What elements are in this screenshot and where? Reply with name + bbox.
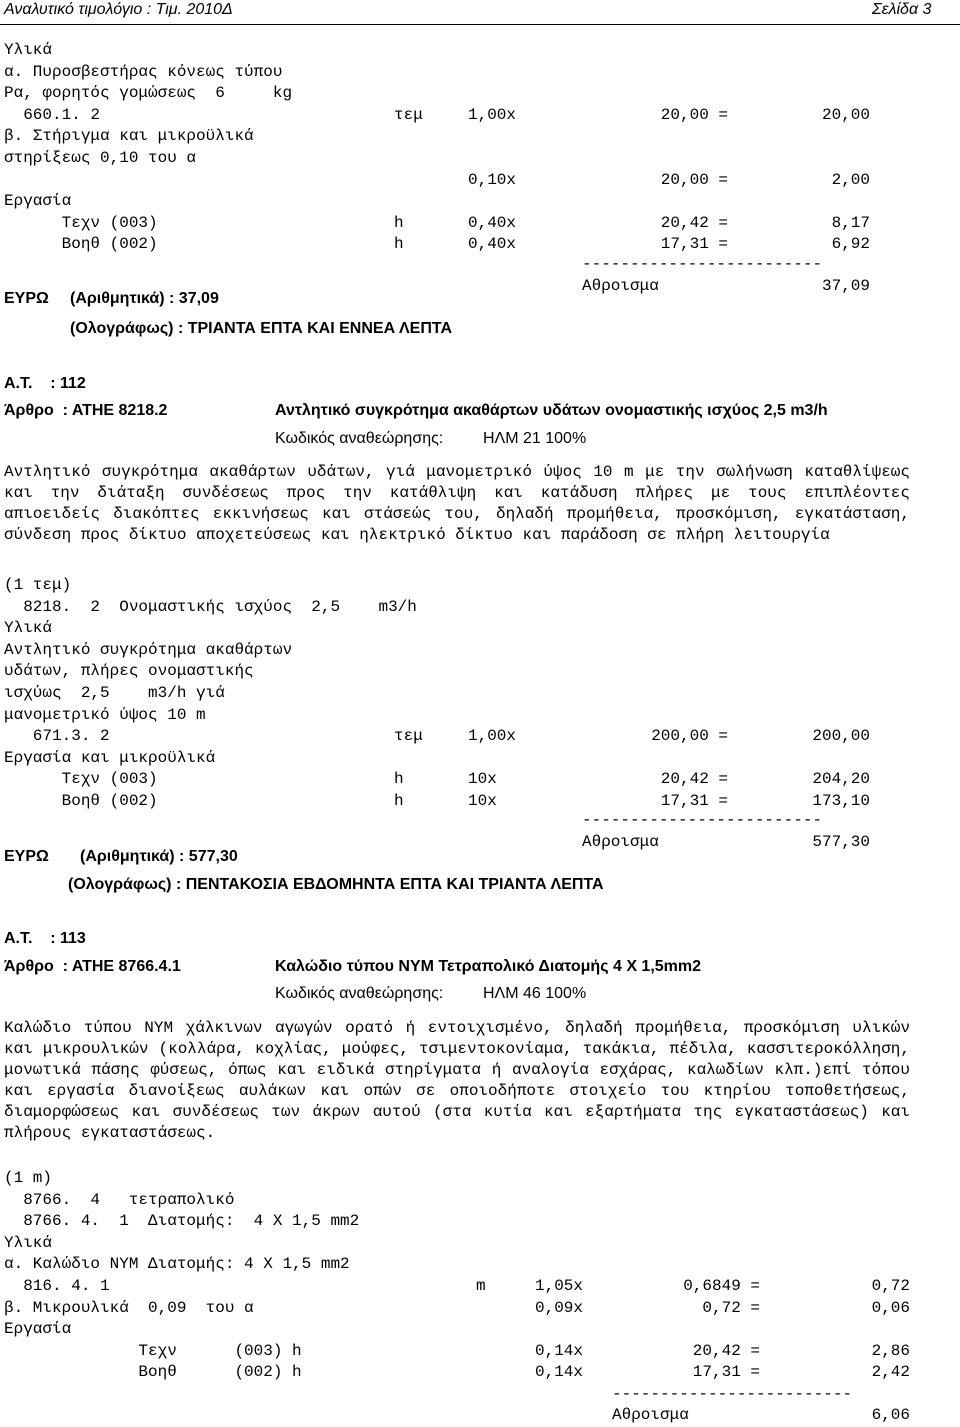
- row-description: Εργασία: [4, 192, 72, 211]
- row-amount: 200,00: [812, 727, 870, 746]
- eur-label: ΕΥΡΩ: [4, 848, 49, 865]
- price-numeric: (Αριθμητικά) : 37,09: [70, 290, 219, 307]
- row-description: (1 τεμ): [4, 576, 72, 594]
- row-amount: 204,20: [812, 770, 870, 789]
- row-description: Τεχν (003) h: [4, 1341, 302, 1360]
- row-quantity: 1,00x: [468, 105, 517, 124]
- article-code: Άρθρο : ΑΤΗΕ 8766.4.1: [4, 958, 181, 975]
- row-unit-price: 20,42 =: [660, 770, 728, 789]
- row-unit: h: [394, 235, 404, 254]
- row-amount: 173,10: [812, 792, 870, 810]
- row-description: 8218. 2 Ονομαστικής ισχύος 2,5 m3/h: [4, 597, 417, 616]
- row-description: Εργασία και μικροϋλικά: [4, 748, 216, 767]
- price-words: (Ολογράφως) : ΤΡΙΑΝΤΑ ΕΠΤΑ ΚΑΙ ΕΝΝΕΑ ΛΕΠΤΑ: [70, 320, 453, 337]
- row-unit: τεμ: [394, 105, 423, 124]
- row-description: α. Πυροσβεστήρας κόνεως τύπου: [4, 62, 283, 81]
- row-amount: 2,86: [871, 1341, 910, 1360]
- row-quantity: 10x: [468, 792, 497, 810]
- eur-label: ΕΥΡΩ: [4, 290, 49, 307]
- row-amount: 0,06: [871, 1298, 910, 1317]
- row-description: Τεχν (003): [4, 770, 158, 789]
- row-description: α. Καλώδιο ΝΥΜ Διατομής: 4 Χ 1,5 mm2: [4, 1255, 350, 1274]
- row-amount: 8,17: [831, 213, 870, 232]
- article-description: Αντλητικό συγκρότημα ακαθάρτων υδάτων, γιά μανομετρικό ύψος 10 m με την σωλήνωση καταθλίψεως και την διάταξη συνδέσεως προς την κατάθλιψη και κατάδυση πλήρες με τους επιπλέοντες απιοειδείς διακόπτες εκκινήσεως και στάσεώς του, δηλαδή προμήθεια, προσκόμιση, εγκατάσταση, σύνδεση προς δίκτυο αποχετεύσεως και ηλεκτρικό δίκτυο και παράδοση σε πλήρη λειτουργία: [4, 463, 910, 544]
- row-quantity: 10x: [468, 770, 497, 789]
- row-unit-price: 0,72 =: [702, 1298, 760, 1317]
- row-description: Τεχν (003): [4, 213, 158, 232]
- row-amount: 20,00: [821, 105, 870, 124]
- row-description: μανομετρικό ύψος 10 m: [4, 705, 206, 724]
- row-unit-price: 20,00 =: [660, 170, 728, 189]
- row-description: υδάτων, πλήρες ονομαστικής: [4, 662, 254, 681]
- row-unit: h: [394, 770, 404, 789]
- row-description: Υλικά: [4, 1233, 53, 1252]
- at-number: Α.Τ. : 112: [4, 375, 86, 392]
- row-description: στηρίξεως 0,10 του α: [4, 149, 197, 167]
- sum-label: Αθροισμα: [582, 833, 659, 851]
- row-quantity: 0,10x: [468, 170, 517, 189]
- row-description: (1 m): [4, 1169, 53, 1187]
- row-description: Ρα, φορητός γομώσεως 6 kg: [4, 84, 293, 103]
- revision-code-value: ΗΛΜ 21 100%: [483, 430, 587, 447]
- row-unit-price: 0,6849 =: [683, 1277, 760, 1295]
- row-amount: 0,72: [871, 1277, 910, 1295]
- row-description: β. Μικρουλικά 0,09 του α: [4, 1298, 254, 1317]
- row-unit-price: 20,00 =: [660, 105, 728, 124]
- row-quantity: 1,05x: [535, 1277, 584, 1295]
- row-unit: m: [476, 1277, 486, 1295]
- page-number: Σελίδα 3: [872, 1, 932, 18]
- row-description: Βοηθ (002): [4, 792, 158, 810]
- row-quantity: 0,14x: [535, 1341, 584, 1360]
- price-words: (Ολογράφως) : ΠΕΝΤΑΚΟΣΙΑ ΕΒΔΟΜΗΝΤΑ ΕΠΤΑ ΚΑΙ ΤΡΙΑΝΤΑ ΛΕΠΤΑ: [68, 876, 604, 893]
- row-quantity: 0,40x: [468, 213, 517, 232]
- row-description: 660.1. 2: [4, 105, 101, 124]
- row-description: ισχύως 2,5 m3/h γιά: [4, 684, 225, 702]
- row-description: Αντλητικό συγκρότημα ακαθάρτων: [4, 640, 293, 659]
- row-quantity: 0,09x: [535, 1298, 584, 1317]
- row-quantity: 0,40x: [468, 235, 517, 254]
- document-title: Αναλυτικό τιμολόγιο : Τιμ. 2010Δ: [4, 1, 233, 18]
- article-description: Καλώδιο τύπου ΝΥΜ χάλκινων αγωγών ορατό ή εντοιχισμένο, δηλαδή προμήθεια, προσκόμιση υλικών και μικρουλικών (κολλάρα, κοχλίας, μούφες, τσιμεντοκονίαμα, τακάκια, πέδιλα, κασσιτεροκόλληση, μονωτικά πάσης φύσεως, όπως και ειδικά στηρίγματα ή αναλογία εσχάρας, καλωδίων κλπ.)επί τόπου και εργασία διανοίξεως αυλάκων και οπών σε οποιοδήποτε στοιχείο του κτηρίου τοποθετήσεως, διαμορφώσεως και συνδέσεως των άκρων αυτού (στα κυτία και εξαρτήματα της εγκαταστάσεως) και πλήρους εγκαταστάσεως.: [4, 1019, 910, 1142]
- row-amount: 2,42: [871, 1363, 910, 1382]
- sum-label: Αθροισμα: [612, 1406, 689, 1424]
- row-description: β. Στήριγμα και μικροϋλικά: [4, 127, 254, 146]
- sum-divider: -------------------------: [582, 811, 823, 829]
- row-unit: τεμ: [394, 727, 423, 746]
- page-header: [0, 0, 960, 25]
- row-description: Υλικά: [4, 41, 53, 59]
- sum-divider: -------------------------: [582, 255, 823, 273]
- price-numeric: (Αριθμητικά) : 577,30: [80, 848, 238, 865]
- row-quantity: 0,14x: [535, 1363, 584, 1382]
- row-unit-price: 17,31 =: [692, 1363, 760, 1382]
- row-description: Εργασία: [4, 1320, 72, 1339]
- article-code: Άρθρο : ΑΤΗΕ 8218.2: [4, 402, 168, 419]
- sum-divider: -------------------------: [612, 1385, 853, 1403]
- sum-value: 577,30: [812, 833, 870, 851]
- row-description: 8766. 4 τετραπολικό: [4, 1190, 235, 1209]
- row-description: 816. 4. 1: [4, 1277, 110, 1295]
- row-description: Βοηθ (002): [4, 235, 158, 254]
- row-amount: 2,00: [831, 170, 870, 189]
- row-description: 8766. 4. 1 Διατομής: 4 Χ 1,5 mm2: [4, 1212, 360, 1231]
- at-number: Α.Τ. : 113: [4, 930, 86, 947]
- row-description: Υλικά: [4, 619, 53, 638]
- sum-label: Αθροισμα: [582, 277, 659, 295]
- revision-code-label: Κωδικός αναθεώρησης:: [275, 430, 444, 447]
- revision-code-label: Κωδικός αναθεώρησης:: [275, 985, 444, 1002]
- sum-value: 37,09: [821, 277, 870, 295]
- row-unit-price: 20,42 =: [660, 213, 728, 232]
- row-unit-price: 200,00 =: [651, 727, 728, 746]
- row-amount: 6,92: [831, 235, 870, 254]
- row-unit-price: 17,31 =: [660, 235, 728, 254]
- row-description: 671.3. 2: [4, 727, 110, 746]
- row-unit: h: [394, 213, 404, 232]
- sum-value: 6,06: [871, 1406, 910, 1424]
- row-unit: h: [394, 792, 404, 810]
- row-unit-price: 20,42 =: [692, 1341, 760, 1360]
- row-unit-price: 17,31 =: [660, 792, 728, 810]
- row-description: Βοηθ (002) h: [4, 1363, 302, 1382]
- article-title: Καλώδιο τύπου ΝΥΜ Τετραπολικό Διατομής 4 Χ 1,5mm2: [275, 958, 702, 975]
- revision-code-value: ΗΛΜ 46 100%: [483, 985, 587, 1002]
- row-quantity: 1,00x: [468, 727, 517, 746]
- article-title: Αντλητικό συγκρότημα ακαθάρτων υδάτων ονομαστικής ισχύος 2,5 m3/h: [275, 402, 828, 419]
